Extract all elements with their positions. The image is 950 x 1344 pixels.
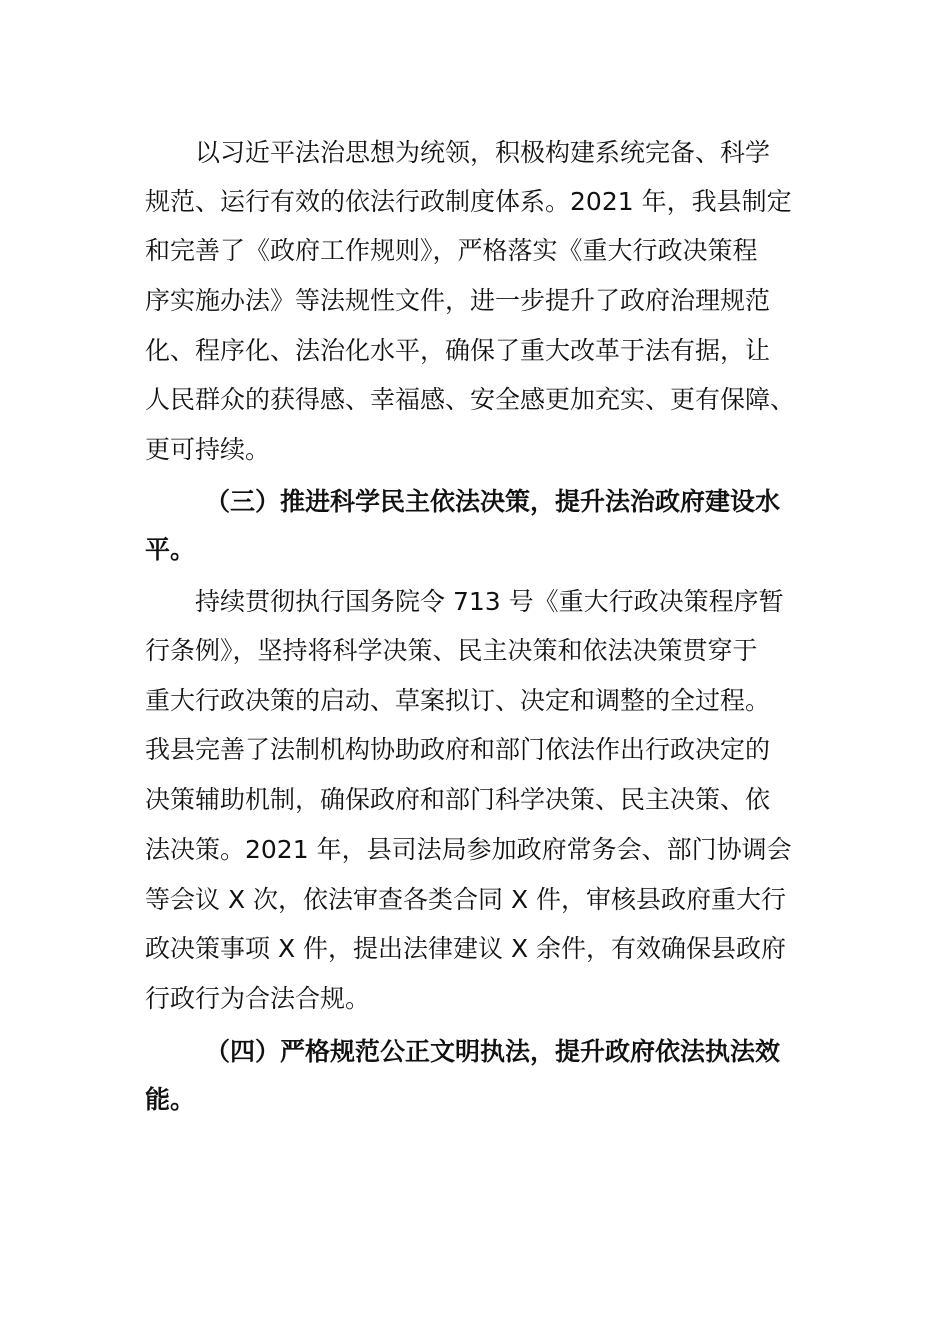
paragraph-line: 以习近平法治思想为统领，积极构建系统完备、科学 <box>195 138 771 167</box>
paragraph-line: 政决策事项 X 件，提出法律建议 X 余件，有效确保县政府 <box>145 934 787 963</box>
paragraph-line: 持续贯彻执行国务院令 713 号《重大行政决策程序暂 <box>195 587 784 616</box>
paragraph-line: 决策辅助机制，确保政府和部门科学决策、民主决策、依 <box>145 785 771 814</box>
paragraph-line: 更可持续。 <box>145 435 271 464</box>
section-heading-continuation: 能。 <box>145 1085 196 1114</box>
paragraph-line: 和完善了《政府工作规则》，严格落实《重大行政决策程 <box>145 236 758 265</box>
paragraph-line: 化、程序化、法治化水平，确保了重大改革于法有据，让 <box>145 336 771 365</box>
paragraph-line: 行政行为合法合规。 <box>145 984 371 1013</box>
paragraph-line: 我县完善了法制机构协助政府和部门依法作出行政决定的 <box>145 735 771 764</box>
paragraph-line: 序实施办法》等法规性文件，进一步提升了政府治理规范 <box>145 286 771 315</box>
paragraph-line: 等会议 X 次，依法审查各类合同 X 件，审核县政府重大行 <box>145 885 787 914</box>
section-heading: （三）推进科学民主依法决策，提升法治政府建设水 <box>205 487 781 516</box>
section-heading-continuation: 平。 <box>145 535 196 564</box>
paragraph-line: 重大行政决策的启动、草案拟订、决定和调整的全过程。 <box>145 686 771 715</box>
paragraph-line: 规范、运行有效的依法行政制度体系。2021 年，我县制定 <box>145 187 792 216</box>
paragraph-line: 法决策。2021 年，县司法局参加政府常务会、部门协调会 <box>145 835 792 864</box>
section-heading: （四）严格规范公正文明执法，提升政府依法执法效 <box>205 1037 781 1066</box>
paragraph-line: 行条例》，坚持将科学决策、民主决策和依法决策贯穿于 <box>145 636 758 665</box>
paragraph-line: 人民群众的获得感、幸福感、安全感更加充实、更有保障、 <box>145 385 796 414</box>
